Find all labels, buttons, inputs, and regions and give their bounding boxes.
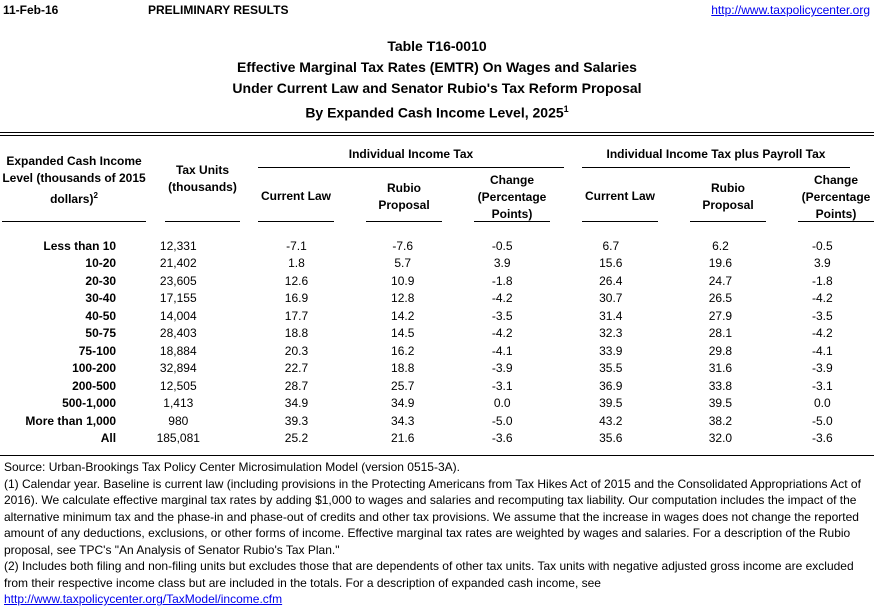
table-cell: 39.5 (599, 396, 623, 411)
rule-cl2 (582, 221, 658, 222)
table-cell: 12.6 (284, 273, 309, 288)
table-cell: 16.2 (391, 343, 415, 358)
table-cell: -1.8 (811, 273, 833, 288)
row-label: More than 1,000 (25, 413, 117, 428)
table-cell: 25.2 (284, 431, 309, 446)
table-cell: -3.5 (811, 308, 833, 323)
top-rule (0, 132, 874, 133)
table-cell: 32.3 (599, 326, 623, 341)
table-cell: -1.8 (491, 273, 513, 288)
table-cell: 25.7 (391, 378, 415, 393)
table-cell: -4.1 (811, 343, 833, 358)
table-cell: -3.9 (491, 361, 513, 376)
table-cell: 16.9 (284, 291, 309, 306)
table-cell: 0.0 (493, 396, 511, 411)
table-cell: 10.9 (391, 273, 415, 288)
row-label: 20-30 (85, 273, 117, 288)
table-subtitle-2: By Expanded Cash Income Level, 2025$^1$ (305, 104, 569, 121)
table-cell: 34.9 (284, 396, 309, 411)
table-cell: 21.6 (391, 431, 415, 446)
table-cell: 35.5 (599, 361, 623, 376)
row-label: 50-75 (85, 326, 117, 341)
table-cell: -3.6 (811, 431, 833, 446)
footnote-1: (1) Calendar year. Baseline is current law (including provisions in the Protecting Americans from Tax Hikes Act of 2015 and the Consolidated Appropriations Act of 2016). We calculate effective marginal tax rates by adding $1,000 to wages and salaries and recomputing tax liability. Our computation includes the impact of the alternative minimum tax and the phase-in and phase-out of credits and other tax provisions. We assume that the increase in wages does not change the reported amount of any deductions, exclusions, or other forms of income. Effective marginal tax rates are weighted by wages and salaries. For a description of the Rubio proposal, see TPC's "An Analysis of Senator Rubio's Tax Plan." (4, 476, 861, 557)
footnote-2: (2) Includes both filing and non-filing units but excludes those that are dependents of other tax units. Tax units with negative adjusted gross income are excluded from their respective income class but are included in the totals. For a description of expanded cash income, see (4, 559, 854, 590)
table-row (0, 255, 874, 273)
rule-group1 (258, 167, 564, 168)
table-cell: -3.9 (811, 361, 833, 376)
col-change-2: Change (Percentage Points) (801, 173, 871, 221)
col-income-level: Expanded Cash Income Level (thousands of 2015 dollars)$^2$ (2, 154, 146, 206)
income-definition-link[interactable]: http://www.taxpolicycenter.org/TaxModel/income.cfm (4, 592, 283, 606)
top-rule-2 (0, 135, 874, 136)
row-label: 500-1,000 (62, 396, 117, 411)
table-cell: 31.4 (599, 308, 623, 323)
table-cell: 34.3 (391, 413, 415, 428)
rule-tax-units (165, 221, 240, 222)
table-cell: 23,605 (159, 273, 197, 288)
table-cell: 18,884 (159, 343, 197, 358)
rule-rp2 (690, 221, 766, 222)
col-current-law-1: Current Law (260, 189, 331, 203)
table-cell: -7.6 (392, 238, 414, 253)
rule-income (2, 221, 146, 222)
preliminary-label: PRELIMINARY RESULTS (148, 3, 289, 17)
table-cell: -5.0 (491, 413, 513, 428)
table-cell: 20.3 (284, 343, 309, 358)
bottom-rule (0, 455, 874, 456)
table-row (0, 395, 874, 413)
table-title: Effective Marginal Tax Rates (EMTR) On Wages and Salaries (237, 59, 637, 75)
table-cell: -4.2 (491, 291, 513, 306)
table-cell: 27.9 (708, 308, 733, 323)
table-cell: 14,004 (159, 308, 197, 323)
footnote-ref-1: 1 (563, 104, 569, 114)
table-cell: -3.1 (491, 378, 513, 393)
table-cell: 3.9 (493, 256, 511, 271)
table-cell: 14.2 (391, 308, 415, 323)
data-table (0, 237, 874, 447)
table-cell: 19.6 (708, 256, 733, 271)
table-cell: 6.2 (712, 238, 729, 253)
table-cell: 43.2 (599, 413, 623, 428)
table-cell: -4.2 (811, 291, 833, 306)
table-cell: 22.7 (284, 361, 309, 376)
row-label: 40-50 (85, 308, 117, 323)
rule-ch1 (474, 221, 550, 222)
table-cell: 39.3 (284, 413, 309, 428)
col-current-law-2: Current Law (584, 189, 655, 203)
table-cell: 5.7 (394, 256, 412, 271)
table-cell: 14.5 (391, 326, 415, 341)
table-cell: 32,894 (159, 361, 197, 376)
table-cell: -0.5 (811, 238, 833, 253)
table-cell: -0.5 (491, 238, 513, 253)
table-cell: 32.0 (708, 431, 733, 446)
col-rubio-1: Rubio Proposal (378, 181, 430, 212)
table-cell: 31.6 (708, 361, 733, 376)
row-label: 200-500 (72, 378, 117, 393)
table-cell: 33.8 (708, 378, 733, 393)
col-rubio-2: Rubio Proposal (702, 181, 754, 212)
table-cell: -3.6 (491, 431, 513, 446)
row-label: All (100, 431, 117, 446)
table-cell: 1.8 (288, 256, 305, 271)
table-cell: 28.7 (284, 378, 309, 393)
table-cell: 26.5 (708, 291, 733, 306)
table-cell: 15.6 (599, 256, 623, 271)
table-cell: 35.6 (599, 431, 623, 446)
rule-rp1 (366, 221, 442, 222)
group-income-plus-payroll: Individual Income Tax plus Payroll Tax (606, 147, 826, 161)
table-cell: -4.2 (491, 326, 513, 341)
col-tax-units: Tax Units (thousands) (168, 163, 237, 194)
table-cell: 17,155 (159, 291, 197, 306)
table-cell: 36.9 (599, 378, 623, 393)
table-cell: -4.2 (811, 326, 833, 341)
table-cell: -5.0 (811, 413, 833, 428)
table-cell: 6.7 (602, 238, 620, 253)
table-cell: -7.1 (286, 238, 307, 253)
row-label: 10-20 (85, 256, 117, 271)
table-row (0, 307, 874, 325)
table-cell: 980 (168, 413, 189, 428)
footnotes (4, 459, 868, 608)
table-cell: -4.1 (491, 343, 513, 358)
table-number: Table T16-0010 (387, 38, 487, 54)
table-row (0, 237, 874, 255)
row-label: 30-40 (85, 291, 117, 306)
table-cell: 18.8 (284, 326, 309, 341)
table-row (0, 272, 874, 290)
table-cell: 1,413 (163, 396, 194, 411)
table-row (0, 430, 874, 448)
group-individual-income-tax: Individual Income Tax (348, 147, 474, 161)
table-cell: 33.9 (599, 343, 623, 358)
table-cell: 38.2 (708, 413, 733, 428)
row-label: 100-200 (72, 361, 117, 376)
table-row (0, 342, 874, 360)
source-note: Source: Urban-Brookings Tax Policy Center Microsimulation Model (version 0515-3A). (4, 460, 460, 474)
header-link[interactable]: http://www.taxpolicycenter.org (711, 3, 870, 17)
table-cell: 0.0 (813, 396, 831, 411)
table-cell: 12.8 (391, 291, 415, 306)
table-cell: 17.7 (284, 308, 309, 323)
table-cell: 3.9 (813, 256, 831, 271)
row-label: 75-100 (78, 343, 117, 358)
table-cell: 21,402 (159, 256, 197, 271)
table-cell: 29.8 (708, 343, 733, 358)
table-cell: -3.5 (491, 308, 513, 323)
table-row (0, 360, 874, 378)
table-cell: 12,331 (159, 238, 197, 253)
table-cell: 26.4 (599, 273, 623, 288)
table-row (0, 412, 874, 430)
table-row (0, 325, 874, 343)
row-label: Less than 10 (43, 238, 117, 253)
table-cell: 18.8 (391, 361, 415, 376)
table-subtitle: Under Current Law and Senator Rubio's Tax Reform Proposal (232, 80, 642, 96)
table-cell: 28,403 (159, 326, 197, 341)
table-row (0, 290, 874, 308)
rule-ch2 (798, 221, 874, 222)
table-cell: 30.7 (599, 291, 623, 306)
table-cell: 12,505 (159, 378, 197, 393)
col-change-1: Change (Percentage Points) (477, 173, 547, 221)
table-cell: 39.5 (708, 396, 733, 411)
report-date: 11-Feb-16 (3, 3, 59, 17)
table-row (0, 377, 874, 395)
table-cell: -3.1 (811, 378, 833, 393)
table-cell: 28.1 (708, 326, 733, 341)
table-cell: 185,081 (156, 431, 200, 446)
rule-group2 (582, 167, 850, 168)
table-cell: 34.9 (391, 396, 415, 411)
rule-cl1 (258, 221, 334, 222)
table-cell: 24.7 (708, 273, 733, 288)
